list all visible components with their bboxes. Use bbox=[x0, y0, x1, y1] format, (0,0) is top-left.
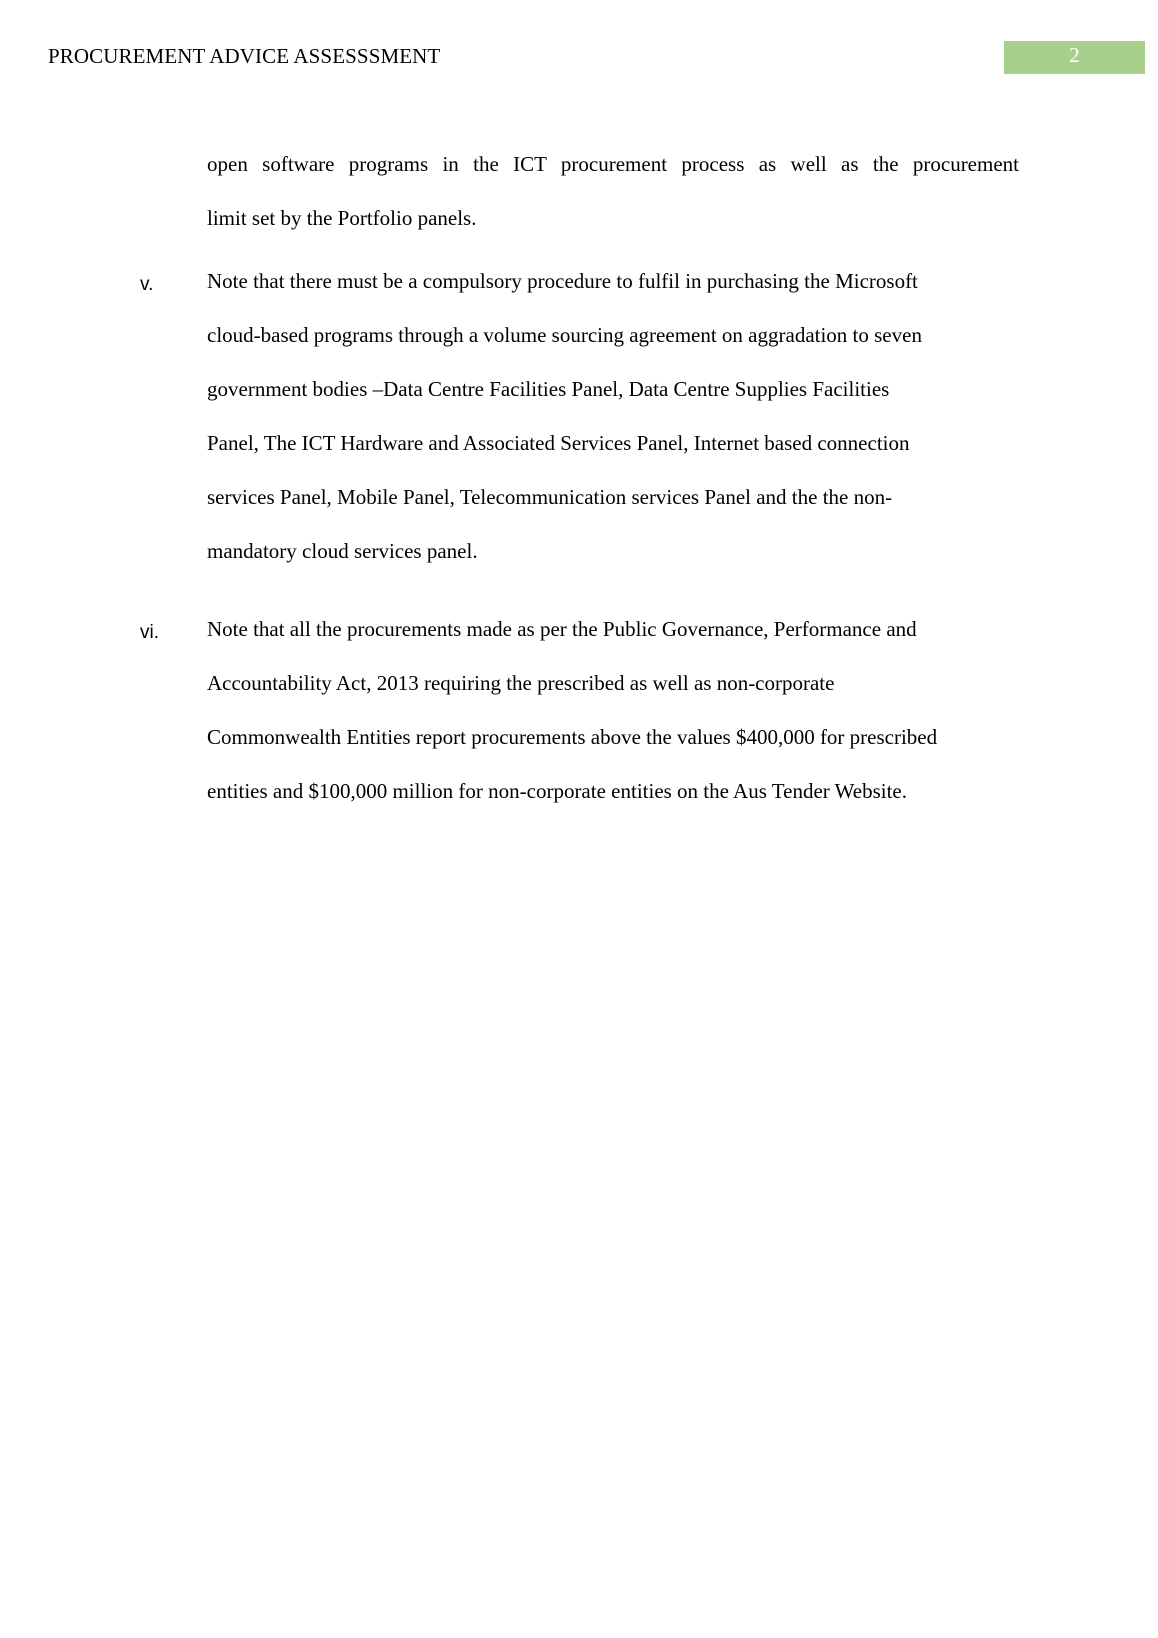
list-item-line: entities and $100,000 million for non-corporate entities on the Aus Tender Website. bbox=[207, 779, 908, 803]
list-item-line: cloud-based programs through a volume sourcing agreement on aggradation to seven bbox=[207, 323, 922, 347]
paragraph-line: open software programs in the ICT procurement process as well as the procurement bbox=[207, 152, 1019, 176]
list-marker: v. bbox=[140, 274, 154, 295]
page-number: 2 bbox=[1069, 43, 1080, 67]
continued-paragraph bbox=[207, 137, 1019, 245]
paragraph-line: limit set by the Portfolio panels. bbox=[207, 206, 477, 230]
list-item-line: mandatory cloud services panel. bbox=[207, 539, 478, 563]
list-item-line: government bodies –Data Centre Facilities Panel, Data Centre Supplies Facilities bbox=[207, 377, 890, 401]
list-item-line: Note that all the procurements made as per the Public Governance, Performance and bbox=[207, 617, 917, 641]
list-marker: vi. bbox=[140, 622, 159, 643]
list-item-line: services Panel, Mobile Panel, Telecommunication services Panel and the the non- bbox=[207, 485, 893, 509]
list-item-line: Panel, The ICT Hardware and Associated Services Panel, Internet based connection bbox=[207, 431, 910, 455]
list-item-text bbox=[207, 254, 1037, 578]
list-item-line: Accountability Act, 2013 requiring the prescribed as well as non-corporate bbox=[207, 671, 835, 695]
page-number-badge bbox=[1004, 41, 1145, 74]
running-header-title: PROCUREMENT ADVICE ASSESSSMENT bbox=[48, 44, 441, 68]
list-item-line: Commonwealth Entities report procurements above the values $400,000 for prescribed bbox=[207, 725, 938, 749]
list-item-line: Note that there must be a compulsory procedure to fulfil in purchasing the Microsoft bbox=[207, 269, 918, 293]
list-item-text bbox=[207, 602, 1037, 818]
